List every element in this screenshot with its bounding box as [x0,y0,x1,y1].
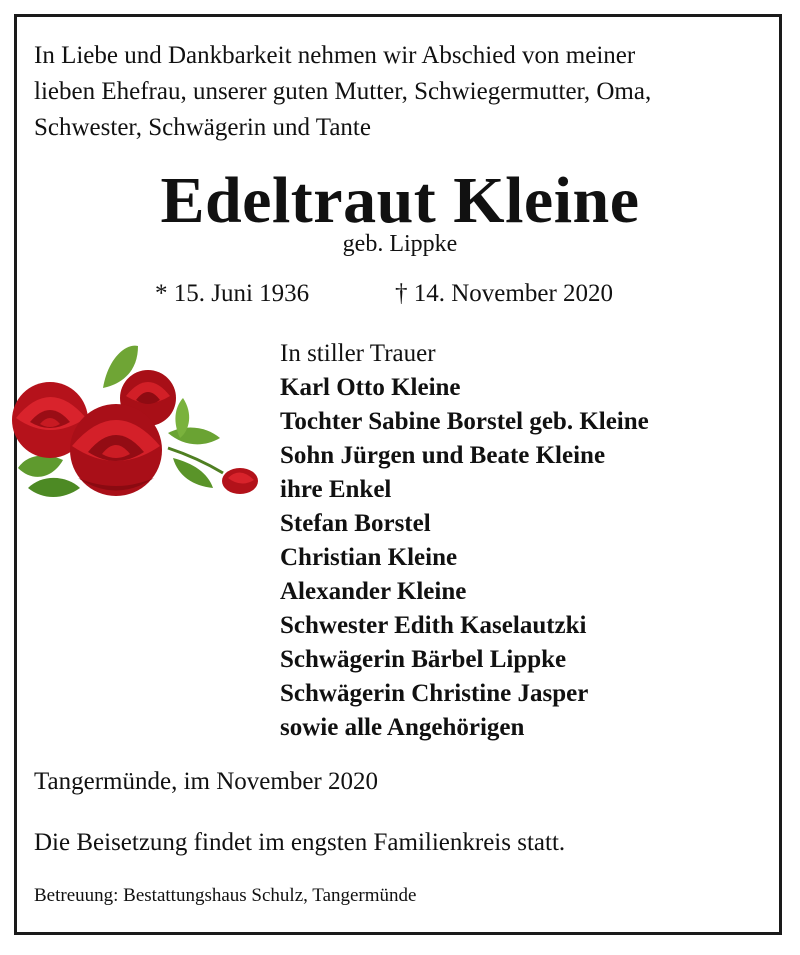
mourners-list [280,337,780,745]
funeral-home-note: Betreuung: Bestattungshaus Schulz, Tangermünde [34,885,417,906]
intro-line-2: lieben Ehefrau, unserer guten Mutter, Schwiegermutter, Oma, [34,78,652,105]
intro-text [34,38,774,146]
deceased-name: Edeltraut Kleine [160,164,640,237]
mourner-name: Karl Otto Kleine [280,374,461,401]
mourner-name: Alexander Kleine [280,578,467,605]
mourner-name: Schwägerin Christine Jasper [280,680,589,707]
mourner-name: Christian Kleine [280,544,458,571]
mourner-name: Sohn Jürgen und Beate Kleine [280,442,606,469]
mourner-name: Schwester Edith Kaselautzki [280,612,587,639]
red-roses-image [8,338,264,504]
place-and-date: Tangermünde, im November 2020 [34,768,378,795]
mourner-name: ihre Enkel [280,476,392,503]
funeral-note: Die Beisetzung findet im engsten Familienkreis statt. [34,829,566,856]
mourner-name: sowie alle Angehörigen [280,714,525,741]
mourner-name: Stefan Borstel [280,510,431,537]
intro-line-1: In Liebe und Dankbarkeit nehmen wir Abschied von meiner [34,42,636,69]
death-date: † 14. November 2020 [395,280,614,307]
mourner-name: Tochter Sabine Borstel geb. Kleine [280,408,649,435]
mourners-lead: In stiller Trauer [280,340,436,367]
maiden-name: geb. Lippke [342,231,458,257]
intro-line-3: Schwester, Schwägerin und Tante [34,114,371,141]
mourner-name: Schwägerin Bärbel Lippke [280,646,567,673]
birth-date: * 15. Juni 1936 [155,280,310,307]
